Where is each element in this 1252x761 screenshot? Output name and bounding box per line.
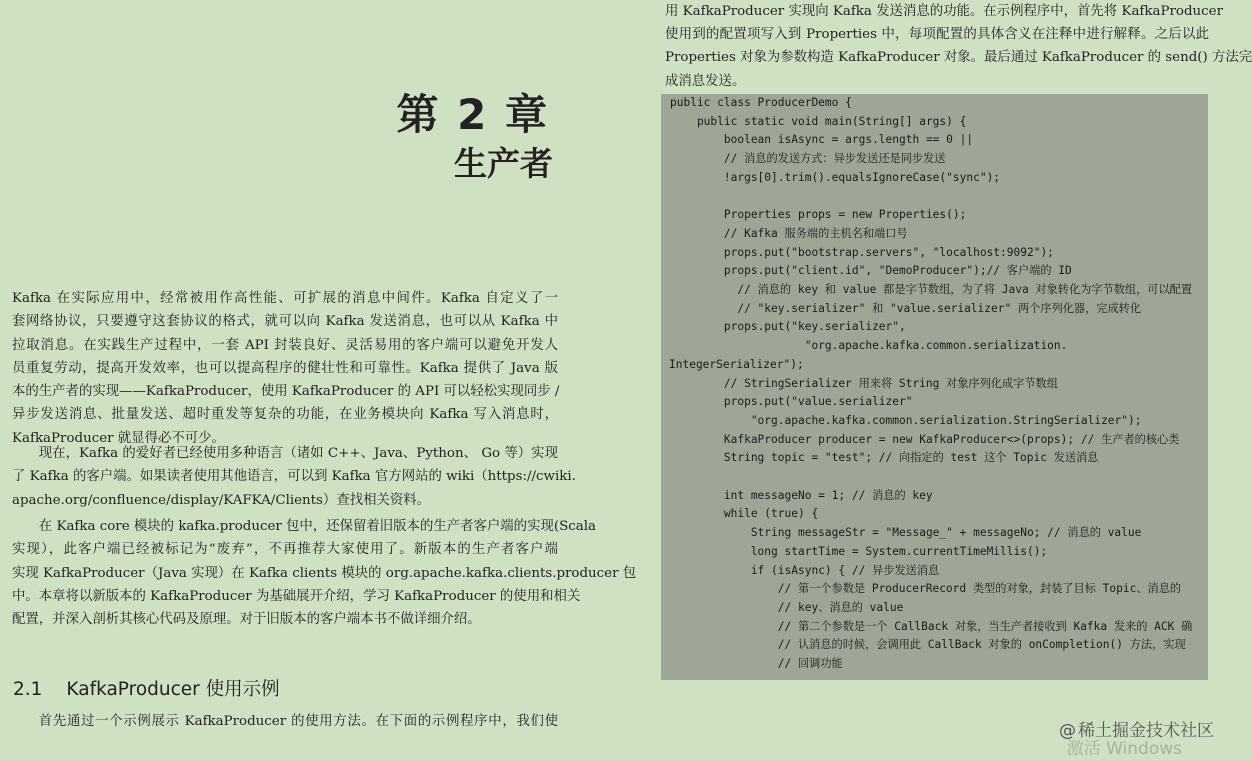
- code-line: if (isAsync) { // 异步发送消息: [670, 563, 940, 577]
- chapter-number: 第 2 章: [396, 90, 549, 139]
- text-line: Properties 对象为参数构造 KafkaProducer 对象。最后通过 KafkaProducer 的 send() 方法完: [665, 50, 1252, 66]
- section-heading: [13, 675, 280, 701]
- text-line: 拉取消息。在实践生产过程中，一套 API 封装良好、灵活易用的客户端可以避免开发人: [12, 337, 558, 353]
- text-line: 了 Kafka 的客户端。如果读者使用其他语言，可以到 Kafka 官方网站的 wiki（https://cwiki.: [12, 469, 576, 485]
- code-line: "org.apache.kafka.common.serialization.StringSerializer");: [670, 413, 1142, 427]
- code-line: props.put("client.id", "DemoProducer");// 客户端的 ID: [670, 264, 1072, 278]
- text-line: 员重复劳动，提高开发效率，也可以提高程序的健壮性和可靠性。Kafka 提供了 Java 版: [12, 360, 558, 376]
- text-line: 异步发送消息、批量发送、超时重发等复杂的功能，在业务模块向 Kafka 写入消息时，: [12, 407, 558, 423]
- text-line: 本的生产者的实现——KafkaProducer，使用 KafkaProducer 的 API 可以轻松实现同步 /: [12, 384, 560, 400]
- code-line: // 认消息的时候，会调用此 CallBack 对象的 onCompletion() 方法，实现: [670, 638, 1186, 652]
- paragraph-intro: [12, 287, 558, 450]
- code-line: boolean isAsync = args.length == 0 ||: [670, 133, 974, 147]
- code-line: KafkaProducer producer = new KafkaProducer<>(props); // 生产者的核心类: [670, 432, 1180, 446]
- text-line: 首先通过一个示例展示 KafkaProducer 的使用方法。在下面的示例程序中，我们使: [38, 714, 558, 729]
- code-line: public static void main(String[] args) {: [670, 114, 967, 128]
- code-line: // 回调功能: [670, 657, 843, 670]
- code-line: String messageStr = "Message_" + messageNo; // 消息的 value: [670, 526, 1142, 540]
- text-line: KafkaProducer 就显得必不可少。: [12, 430, 225, 446]
- code-line: // StringSerializer 用来将 String 对象序列化成字节数组: [670, 376, 1058, 390]
- code-line: IntegerSerializer");: [669, 357, 804, 371]
- code-line: Properties props = new Properties();: [670, 208, 967, 222]
- right-page: [617, 0, 1252, 761]
- text-line: 用 KafkaProducer 实现向 Kafka 发送消息的功能。在示例程序中，首先将 KafkaProducer: [665, 4, 1223, 19]
- paragraph-clients: [12, 442, 576, 512]
- code-line: // 第一个参数是 ProducerRecord 类型的对象，封装了目标 Topic、消息的: [670, 582, 1182, 596]
- section-number: 2.1: [13, 679, 43, 700]
- code-listing: [661, 94, 1208, 680]
- text-line: 实现），此客户端已经被标记为“废弃”，不再推荐大家使用了。新版本的生产者客户端: [12, 542, 558, 558]
- watermark-text: 稀土掘金技术社区: [1078, 721, 1214, 741]
- code-line: // 第二个参数是一个 CallBack 对象，当生产者接收到 Kafka 发来的 ACK 确: [670, 619, 1193, 633]
- text-line: 使用到的配置项写入到 Properties 中，每项配置的具体含义在注释中进行解释。之后以此: [665, 27, 1209, 43]
- code-line: // 消息的发送方式：异步发送还是同步发送: [670, 152, 946, 166]
- text-line: 套网络协议，只要遵守这套协议的格式，就可以向 Kafka 发送消息，也可以从 Kafka 中: [12, 314, 558, 330]
- code-line: // "key.serializer" 和 "value.serializer" 两个序列化器，完成转化: [670, 301, 1142, 315]
- code-line: // Kafka 服务端的主机名和端口号: [670, 226, 908, 240]
- text-line: 在 Kafka core 模块的 kafka.producer 包中，还保留着旧版本的生产者客户端的实现(Scala: [38, 519, 596, 534]
- code-line: // 消息的 key 和 value 都是字节数组，为了将 Java 对象转化为字节数组，可以配置: [670, 283, 1193, 296]
- code-line: props.put("value.serializer": [670, 395, 913, 409]
- code-line: !args[0].trim().equalsIgnoreCase("sync");: [670, 170, 1001, 184]
- paragraph-legacy: [12, 515, 637, 631]
- text-line: 成消息发送。: [665, 73, 746, 89]
- text-line: 现在，Kafka 的爱好者已经使用多种语言（诸如 C++、Java、Python、 Go 等）实现: [38, 446, 558, 461]
- code-line: String topic = "test"; // 向指定的 test 这个 Topic 发送消息: [670, 451, 1099, 465]
- text-line: Kafka 在实际应用中，经常被用作高性能、可扩展的消息中间件。Kafka 自定义了一: [12, 291, 558, 306]
- code-line: "org.apache.kafka.common.serialization.: [670, 339, 1068, 353]
- text-line: 实现 KafkaProducer（Java 实现）在 Kafka clients 模块的 org.apache.kafka.clients.producer 包: [12, 565, 637, 581]
- paragraph-example-intro: [12, 710, 558, 733]
- text-line: 中。本章将以新版本的 KafkaProducer 为基础展开介绍，学习 KafkaProducer 的使用和相关: [12, 588, 581, 604]
- code-line: while (true) {: [670, 507, 819, 521]
- code-line: // key、消息的 value: [670, 600, 904, 614]
- code-line: int messageNo = 1; // 消息的 key: [670, 488, 933, 502]
- text-line: 配置，并深入剖析其核心代码及原理。对于旧版本的客户端本书不做详细介绍。: [12, 612, 481, 628]
- code-line: props.put("bootstrap.servers", "localhost:9092");: [670, 245, 1054, 259]
- chapter-title: 生产者: [454, 144, 553, 183]
- code-line: long startTime = System.currentTimeMillis();: [670, 544, 1048, 558]
- paragraph-continued: [665, 0, 1252, 93]
- at-icon: @: [1059, 721, 1076, 741]
- code-line: props.put("key.serializer",: [670, 320, 906, 334]
- section-title: KafkaProducer 使用示例: [66, 679, 280, 700]
- text-line: apache.org/confluence/display/KAFKA/Clients）查找相关资料。: [12, 492, 431, 508]
- windows-activation-watermark: 激活 Windows: [1066, 739, 1182, 759]
- code-line: public class ProducerDemo {: [670, 96, 852, 109]
